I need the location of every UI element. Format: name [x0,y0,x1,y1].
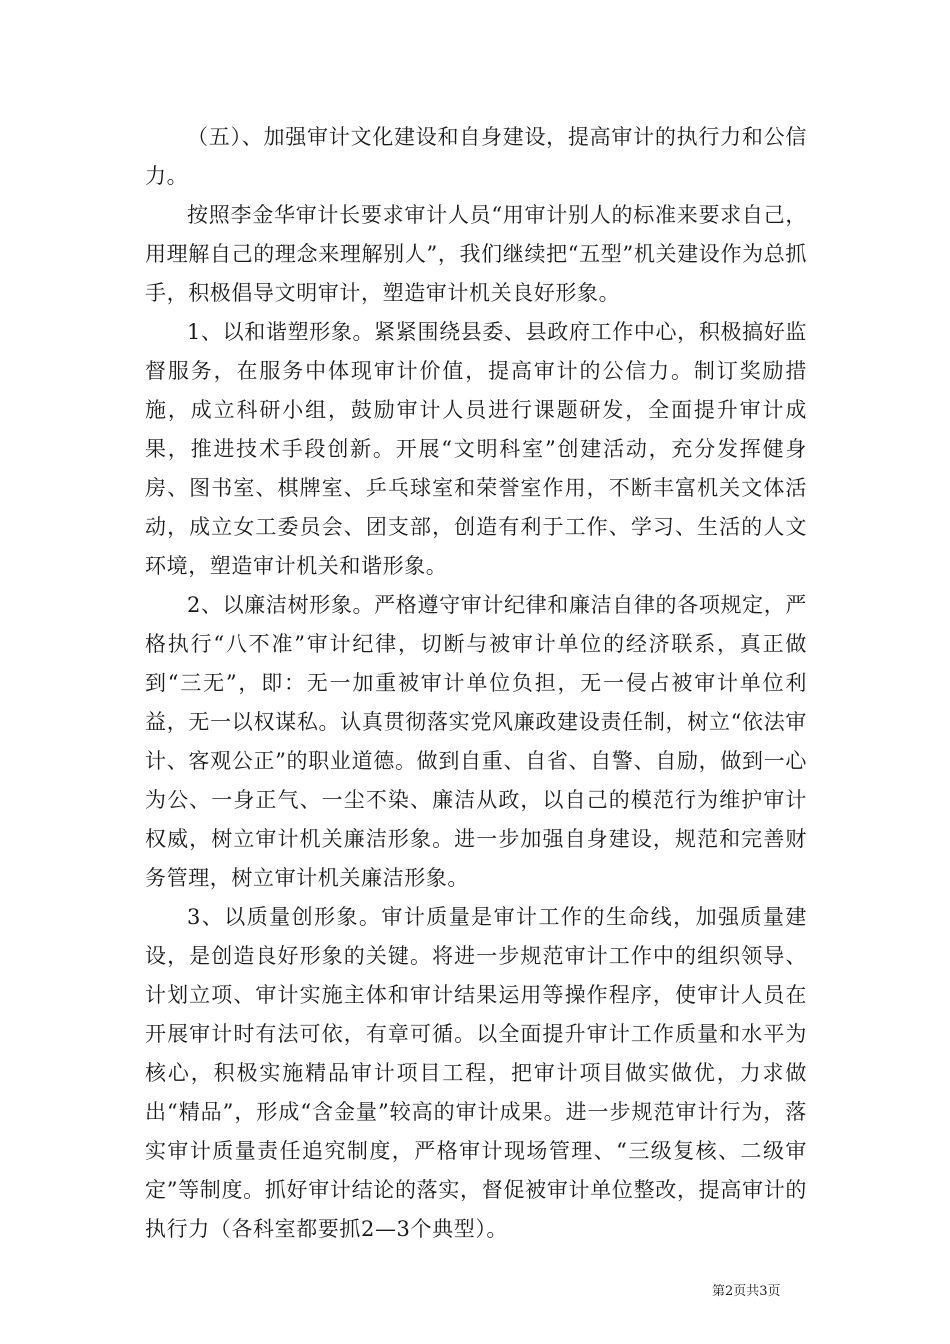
section-heading-five: （五）、加强审计文化建设和自身建设，提高审计的执行力和公信力。 [145,125,807,188]
paragraph-quality: 3、以质量创形象。审计质量是审计工作的生命线，加强质量建设，是创造良好形象的关键。将进一步规范审计工作中的组织领导、计划立项、审计实施主体和审计结果运用等操作程序，使审计人员在开展审计时有法可依，有章可循。以全面提升审计工作质量和水平为核心，积极实施精品审计项目工程，把审计项目做实做优，力求做出“精品”，形成“含金量”较高的审计成果。进一步规范审计行为，落实审计质量责任追究制度，严格审计现场管理、“三级复核、二级审定”等制度。抓好审计结论的落实，督促被审计单位整改，提高审计的执行力（各科室都要抓2—3个典型）。 [145,905,807,1241]
document-body [145,118,807,1249]
paragraph-harmony: 1、以和谐塑形象。紧紧围绕县委、县政府工作中心，积极搞好监督服务，在服务中体现审计价值，提高审计的公信力。制订奖励措施，成立科研小组，鼓励审计人员进行课题研发，全面提升审计成果，推进技术手段创新。开展“文明科室”创建活动，充分发挥健身房、图书室、棋牌室、乒乓球室和荣誉室作用，不断丰富机关文体活动，成立女工委员会、团支部，创造有利于工作、学习、生活的人文环境，塑造审计机关和谐形象。 [145,320,807,578]
paragraph-integrity: 2、以廉洁树形象。严格遵守审计纪律和廉洁自律的各项规定，严格执行“八不准”审计纪律，切断与被审计单位的经济联系，真正做到“三无”，即：无一加重被审计单位负担，无一侵占被审计单位利益，无一以权谋私。认真贯彻落实党风廉政建设责任制，树立“依法审计、客观公正”的职业道德。做到自重、自省、自警、自励，做到一心为公、一身正气、一尘不染、廉洁从政，以自己的模范行为维护审计权威，树立审计机关廉洁形象。进一步加强自身建设，规范和完善财务管理，树立审计机关廉洁形象。 [145,593,807,890]
intro-paragraph: 按照李金华审计长要求审计人员“用审计别人的标准来要求自己，用理解自己的理念来理解别人”，我们继续把“五型”机关建设作为总抓手，积极倡导文明审计，塑造审计机关良好形象。 [145,203,807,305]
page-number-footer: 第2页共3页 [712,1284,781,1299]
